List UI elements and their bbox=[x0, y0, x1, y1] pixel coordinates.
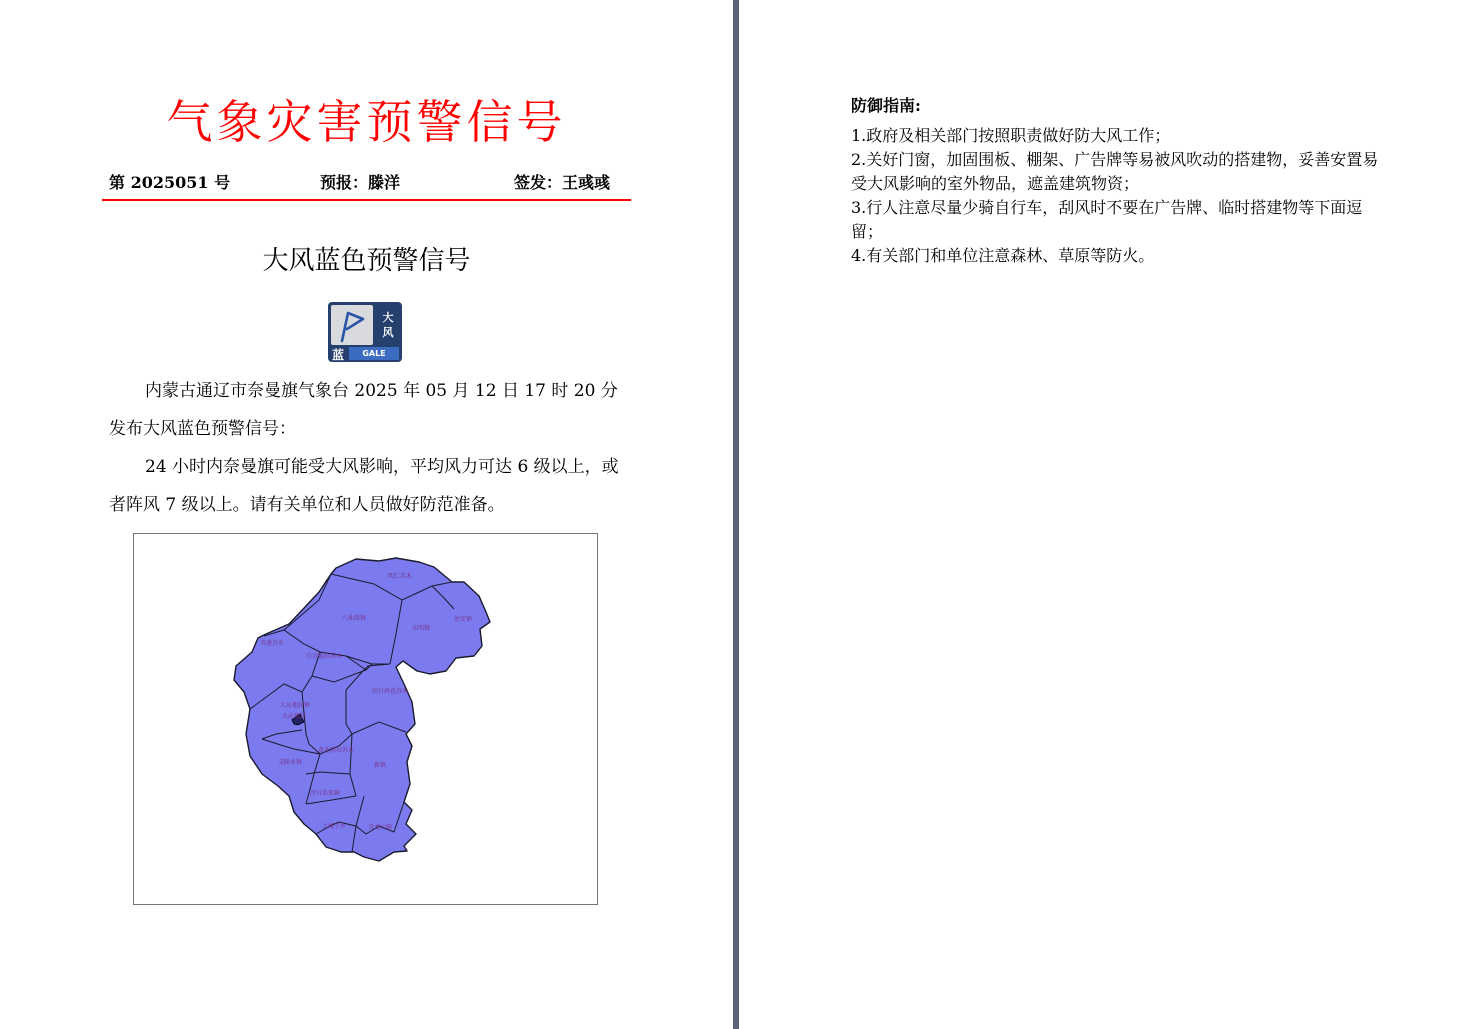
map-label-7: 固日班花苏木 bbox=[372, 688, 409, 695]
signer: 签发：王彧彧 bbox=[514, 173, 611, 192]
map-label-6: 白音他拉苏木 bbox=[306, 653, 343, 660]
document-title: 气象灾害预警信号 bbox=[166, 95, 567, 149]
map-label-3: 东明镇 bbox=[412, 625, 431, 632]
gale-warning-badge bbox=[328, 302, 402, 362]
map-label-13: 沙日浩来镇 bbox=[310, 790, 341, 797]
red-rule bbox=[102, 199, 631, 201]
map-label-5: 苇莲苏乡 bbox=[260, 640, 285, 647]
signal-title: 大风蓝色预警信号 bbox=[262, 246, 471, 276]
flag-icon bbox=[331, 305, 373, 345]
document-page-right bbox=[739, 0, 1466, 1029]
badge-char-bottom: 风 bbox=[382, 326, 394, 339]
map-label-12: 新镇 bbox=[374, 762, 387, 769]
document-number: 第 2025051 号 bbox=[109, 173, 231, 192]
map-outline bbox=[234, 558, 490, 861]
guide-item-4: 4.有关部门和单位注意森林、草原等防火。 bbox=[851, 246, 1155, 265]
guide-item-2: 2.关好门窗，加固围板、棚架、广告牌等易被风吹动的搭建物，妥善安置易受大风影响的室外物品，遮盖建筑物资； bbox=[851, 150, 1379, 193]
region-map-svg bbox=[134, 534, 597, 904]
warning-paragraph-2: 24 小时内奈曼旗可能受大风影响，平均风力可达 6 级以上，或者阵风 7 级以上。请有关单位和人员做好防范准备。 bbox=[109, 457, 619, 515]
map-region-shape bbox=[234, 558, 490, 861]
badge-english: GALE bbox=[349, 347, 399, 360]
map-label-2: 八仙筒镇 bbox=[342, 615, 367, 622]
map-label-10: 黄花塔拉苏木 bbox=[318, 747, 355, 754]
forecaster: 预报：滕洋 bbox=[320, 173, 401, 192]
map-label-1: 明仁苏木 bbox=[388, 573, 413, 580]
map-label-9: 大沁他拉 bbox=[282, 713, 307, 720]
region-map bbox=[133, 533, 598, 905]
badge-level: 蓝 bbox=[332, 348, 345, 362]
map-label-15: 青龙山镇 bbox=[368, 824, 393, 831]
warning-paragraph-1: 内蒙古通辽市奈曼旗气象台 2025 年 05 月 12 日 17 时 20 分发布大风蓝色预警信号： bbox=[109, 381, 618, 439]
badge-char-top: 大 bbox=[382, 311, 394, 324]
defense-guide-list bbox=[851, 124, 1381, 268]
map-label-11: 义隆永镇 bbox=[278, 759, 303, 766]
defense-guide-heading: 防御指南: bbox=[851, 96, 921, 115]
map-label-4: 治安镇 bbox=[454, 616, 473, 623]
guide-item-3: 3.行人注意尽量少骑自行车，刮风时不要在广告牌、临时搭建物等下面逗留； bbox=[851, 198, 1363, 241]
map-label-14: 土城子乡 bbox=[322, 823, 347, 830]
map-label-8: 大沁他拉镇 bbox=[280, 702, 311, 709]
guide-item-1: 1.政府及相关部门按照职责做好防大风工作； bbox=[851, 126, 1171, 145]
